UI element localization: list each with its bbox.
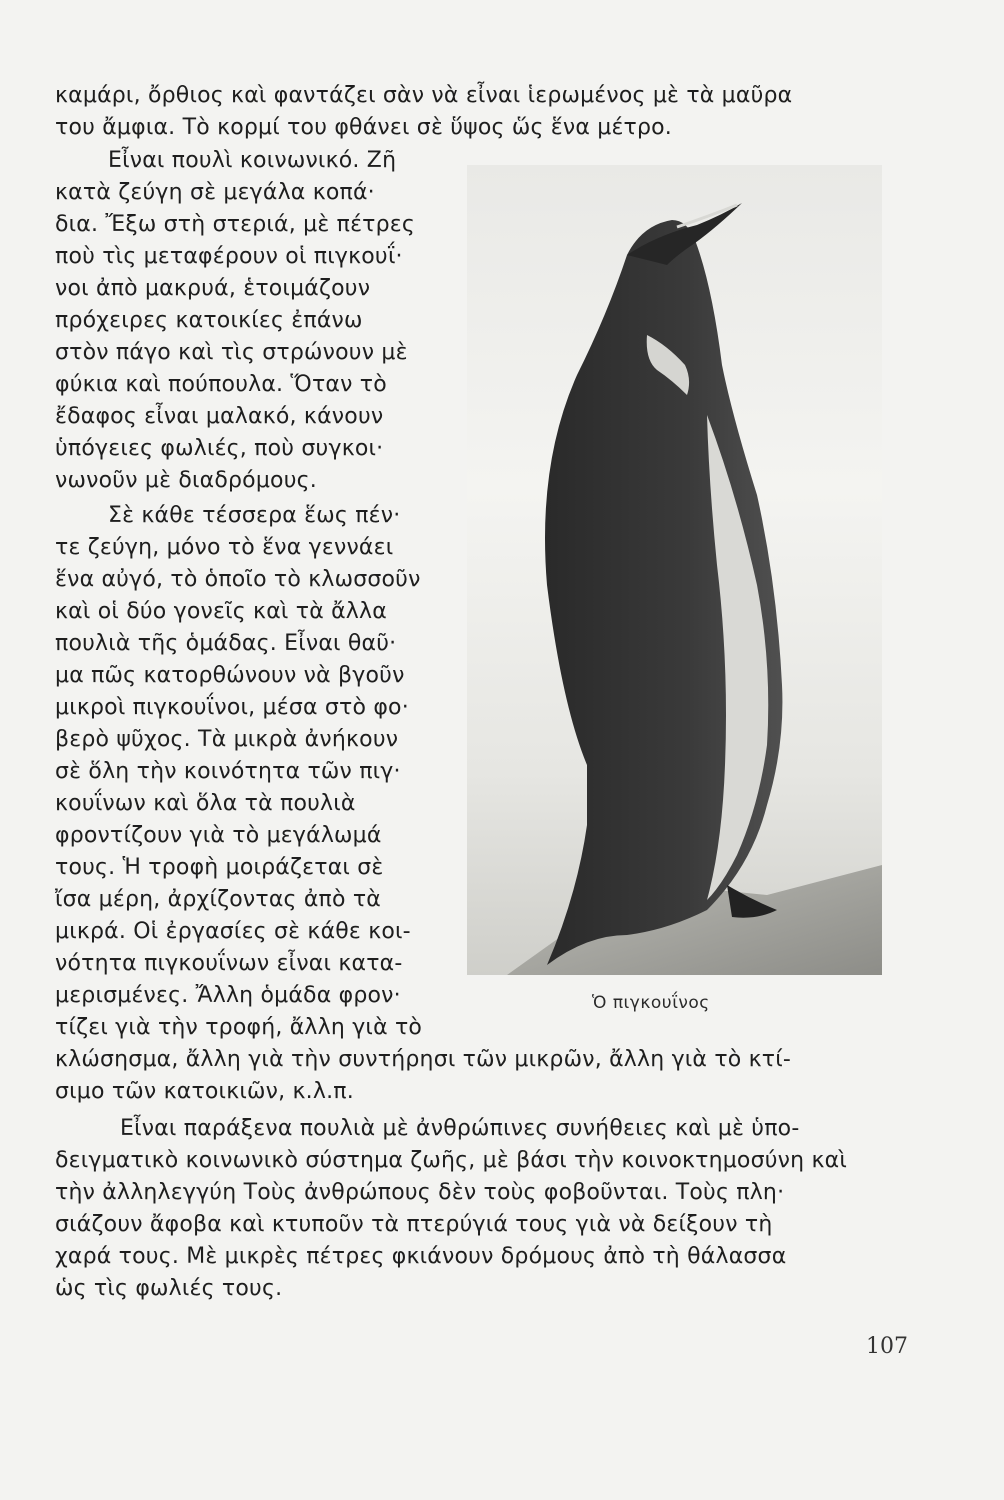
text-line-35: τὴν ἀλληλεγγύη Τοὺς ἀνθρώπους δὲν τοὺς φοβοῦνται. Τοὺς πλη·	[55, 1180, 785, 1205]
text-line-31: κλώσησμα, ἄλλη γιὰ τὴν συντήρησι τῶν μικρῶν, ἄλλη γιὰ τὸ κτί-	[55, 1047, 792, 1072]
page-number: 107	[866, 1334, 908, 1359]
text-line-15: τε ζεύγη, μόνο τὸ ἕνα γεννάει	[55, 535, 394, 560]
text-line-36: σιάζουν ἄφοβα καὶ κτυποῦν τὰ πτερύγιά τους γιὰ νὰ δείξουν τὴ	[55, 1212, 773, 1237]
penguin-illustration	[467, 165, 882, 975]
figure-caption: Ὁ πιγκουΐνος	[592, 993, 710, 1013]
text-line-27: μικρά. Οἱ ἐργασίες σὲ κάθε κοι-	[55, 919, 411, 944]
text-line-11: ἔδαφος εἶναι μαλακό, κάνουν	[55, 404, 384, 429]
text-line-29: μερισμένες. Ἄλλη ὁμάδα φρον·	[55, 983, 401, 1008]
text-line-4: κατὰ ζεύγη σὲ μεγάλα κοπά·	[55, 180, 375, 205]
text-line-30: τίζει γιὰ τὴν τροφή, ἄλλη γιὰ τὸ	[55, 1015, 423, 1040]
text-line-37: χαρά τους. Μὲ μικρὲς πέτρες φκιάνουν δρόμους ἀπὸ τὴ θάλασσα	[55, 1244, 787, 1269]
text-line-22: σὲ ὅλη τὴν κοινότητα τῶν πιγ·	[55, 759, 401, 784]
text-line-12: ὑπόγειες φωλιές, ποὺ συγκοι·	[55, 436, 384, 461]
text-line-17: καὶ οἱ δύο γονεῖς καὶ τὰ ἄλλα	[55, 599, 387, 624]
paragraph-start-sociality: Εἶναι πουλὶ κοινωνικό. Ζῆ	[108, 148, 397, 173]
text-line-24: φροντίζουν γιὰ τὸ μεγάλωμά	[55, 823, 382, 848]
text-line-38: ὡς τὶς φωλιές τους.	[55, 1276, 283, 1301]
text-line-25: τους. Ἡ τροφὴ μοιράζεται σὲ	[55, 855, 384, 880]
paragraph-start-eggs: Σὲ κάθε τέσσερα ἕως πέν·	[108, 503, 401, 528]
text-line-7: νοι ἀπὸ μακρυά, ἑτοιμάζουν	[55, 276, 371, 301]
text-line-32: σιμο τῶν κατοικιῶν, κ.λ.π.	[55, 1079, 354, 1104]
text-line-13: νωνοῦν μὲ διαδρόμους.	[55, 468, 317, 493]
penguin-photo-icon	[467, 165, 882, 975]
paragraph-start-habits: Εἶναι παράξενα πουλιὰ μὲ ἀνθρώπινες συνήθειες καὶ μὲ ὑπο-	[120, 1116, 800, 1141]
text-line-20: μικροὶ πιγκουΐνοι, μέσα στὸ φο·	[55, 695, 409, 720]
text-line-19: μα πῶς κατορθώνουν νὰ βγοῦν	[55, 663, 405, 688]
text-line-8: πρόχειρες κατοικίες ἐπάνω	[55, 308, 363, 333]
text-line-6: ποὺ τὶς μεταφέρουν οἱ πιγκουΐ·	[55, 244, 403, 269]
text-line-23: κουΐνων καὶ ὅλα τὰ πουλιὰ	[55, 791, 356, 816]
text-line-2: του ἄμφια. Τὸ κορμί του φθάνει σὲ ὕψος ὥς ἕνα μέτρο.	[55, 115, 673, 140]
text-line-26: ἴσα μέρη, ἀρχίζοντας ἀπὸ τὰ	[55, 887, 382, 912]
text-line-28: νότητα πιγκουΐνων εἶναι κατα-	[55, 951, 403, 976]
text-line-5: δια. Ἔξω στὴ στεριά, μὲ πέτρες	[55, 212, 415, 237]
text-line-34: δειγματικὸ κοινωνικὸ σύστημα ζωῆς, μὲ βάσι τὴν κοινοκτημοσύνη καὶ	[55, 1148, 848, 1173]
text-line-9: στὸν πάγο καὶ τὶς στρώνουν μὲ	[55, 340, 408, 365]
text-line-16: ἕνα αὐγό, τὸ ὁποῖο τὸ κλωσσοῦν	[55, 567, 421, 592]
text-line-1: καμάρι, ὄρθιος καὶ φαντάζει σὰν νὰ εἶναι ἱερωμένος μὲ τὰ μαῦρα	[55, 83, 793, 108]
text-line-18: πουλιὰ τῆς ὁμάδας. Εἶναι θαῦ·	[55, 631, 397, 656]
text-line-21: βερὸ ψῦχος. Τὰ μικρὰ ἀνήκουν	[55, 727, 399, 752]
text-line-10: φύκια καὶ πούπουλα. Ὅταν τὸ	[55, 372, 387, 397]
